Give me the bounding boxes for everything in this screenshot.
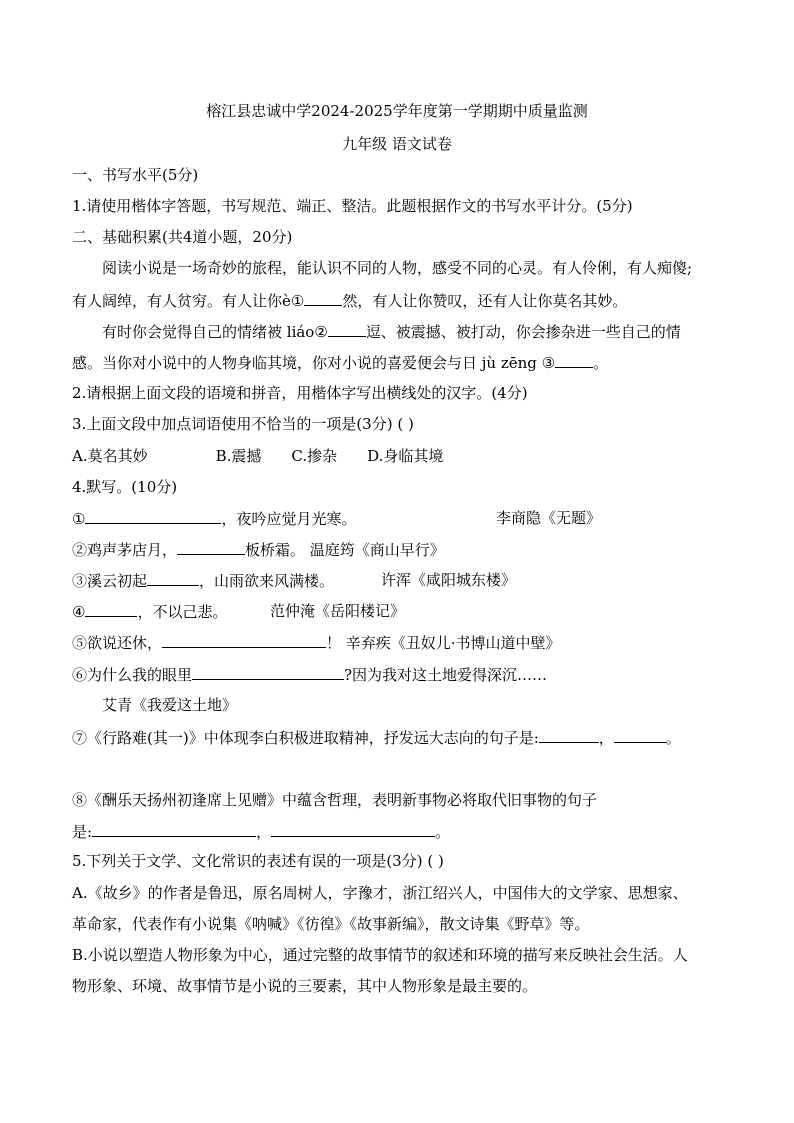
dictation-text: ，夜吟应觉月光寒。: [221, 510, 357, 528]
dictation-text: ③溪云初起: [72, 572, 148, 590]
option-c[interactable]: C.掺杂: [291, 447, 338, 465]
dictation-5: [72, 632, 561, 652]
dictation-7: [72, 727, 681, 747]
dictation-3: [72, 570, 334, 590]
exam-subtitle: 九年级 语文试卷: [342, 135, 452, 153]
dictation-blank[interactable]: [92, 821, 256, 837]
dictation-text: 。: [435, 823, 451, 841]
dictation-text: ，不以己悲。: [137, 603, 228, 621]
dictation-blank[interactable]: [271, 821, 435, 837]
dictation-text: ！ 辛弃疾《丑奴儿·书博山道中壁》: [326, 634, 561, 652]
passage-text: 有人阔绰，有人贫穷。有人让你è①: [72, 292, 305, 310]
question-5: 5.下列关于文学、文化常识的表述有误的一项是(3分) ( ): [72, 852, 444, 870]
passage-text: 逗、被震撼、被打动，你会掺杂进一些自己的情: [365, 323, 681, 341]
dictation-text: 板桥霜。 温庭筠《商山早行》: [245, 541, 445, 559]
dictation-1-source: 李商隐《无题》: [496, 509, 602, 527]
passage-line-3: [102, 321, 681, 341]
dictation-text: ，山雨欲来风满楼。: [199, 572, 335, 590]
dictation-8: ⑧《酬乐天扬州初逢席上见赠》中蕴含哲理，表明新事物必将取代旧事物的句子: [72, 791, 598, 809]
dictation-blank[interactable]: [539, 727, 599, 743]
dictation-blank[interactable]: [614, 727, 666, 743]
dictation-text: ⑦《行路难(其一)》中体现李白积极进取精神，抒发远大志向的句子是:: [72, 729, 539, 747]
question-5-option-b-line-2: 物形象、环境、故事情节是小说的三要素，其中人物形象是最主要的。: [72, 977, 538, 995]
section-1-heading: 一、书写水平(5分): [72, 166, 199, 184]
dictation-6: [72, 664, 547, 684]
question-5-option-b-line-1[interactable]: B.小说以塑造人物形象为中心，通过完整的故事情节的叙述和环境的描写来反映社会生活。人: [72, 946, 688, 964]
dictation-blank[interactable]: [177, 539, 245, 555]
dictation-text: ，: [256, 823, 272, 841]
answer-blank-2[interactable]: [328, 321, 366, 337]
dictation-text: ?因为我对这土地爱得深沉……: [344, 666, 548, 684]
dictation-2: [72, 539, 445, 559]
dictation-text: ④: [72, 603, 86, 621]
dictation-text: ，: [598, 729, 614, 747]
passage-text: 有时你会觉得自己的情绪被 liáo②: [102, 323, 328, 341]
question-4: 4.默写。(10分): [72, 478, 178, 496]
dictation-1: [72, 508, 356, 528]
exam-title: 榕江县忠诚中学2024-2025学年度第一学期期中质量监测: [206, 102, 588, 120]
passage-line-2: [72, 290, 627, 310]
dictation-blank[interactable]: [85, 601, 137, 617]
dictation-blank[interactable]: [192, 664, 344, 680]
dictation-text: ①: [72, 510, 86, 528]
question-3: 3.上面文段中加点词语使用不恰当的一项是(3分) ( ): [72, 415, 414, 433]
dictation-blank[interactable]: [162, 632, 326, 648]
passage-text: 然，有人让你赞叹，还有人让你莫名其妙。: [342, 292, 628, 310]
passage-text: 。: [593, 354, 609, 372]
passage-line-1: 阅读小说是一场奇妙的旅程，能认识不同的人物，感受不同的心灵。有人伶俐，有人痴傻;: [102, 259, 693, 277]
question-3-options: [72, 446, 443, 466]
dictation-3-source: 许浑《咸阳城东楼》: [381, 571, 517, 589]
dictation-blank[interactable]: [147, 570, 199, 586]
option-a[interactable]: A.莫名其妙: [72, 447, 148, 465]
dictation-4-source: 范仲淹《岳阳楼记》: [270, 602, 406, 620]
dictation-8-answer: [72, 821, 450, 841]
dictation-text: 。: [665, 729, 681, 747]
dictation-text: ⑥为什么我的眼里: [72, 666, 193, 684]
dictation-text: ②鸡声茅店月，: [72, 541, 178, 559]
section-2-heading: 二、基础积累(共4道小题，20分): [72, 228, 293, 246]
passage-text: 感。当你对小说中的人物身临其境，你对小说的喜爱便会与日 jù zēng ③: [72, 354, 556, 372]
option-d[interactable]: D.身临其境: [367, 447, 444, 465]
question-1: 1.请使用楷体字答题，书写规范、端正、整洁。此题根据作文的书写水平计分。(5分): [72, 197, 633, 215]
answer-blank-1[interactable]: [304, 290, 342, 306]
question-5-option-a-line-2: 革命家，代表作有小说集《呐喊》《彷徨》《故事新编》，散文诗集《野草》等。: [72, 915, 590, 933]
dictation-4: [72, 601, 227, 621]
answer-blank-3[interactable]: [555, 352, 593, 368]
option-b[interactable]: B.震撼: [215, 447, 262, 465]
question-5-option-a-line-1[interactable]: A.《故乡》的作者是鲁迅，原名周树人，字豫才，浙江绍兴人，中国伟大的文学家、思想家、: [72, 884, 688, 902]
dictation-text: ⑤欲说还休，: [72, 634, 163, 652]
dictation-blank[interactable]: [85, 508, 221, 524]
dictation-text: 是:: [72, 823, 93, 841]
dictation-6-source: 艾青《我爱这土地》: [102, 696, 238, 714]
passage-line-4: [72, 352, 608, 372]
question-2: 2.请根据上面文段的语境和拼音，用楷体字写出横线处的汉字。(4分): [72, 384, 528, 402]
